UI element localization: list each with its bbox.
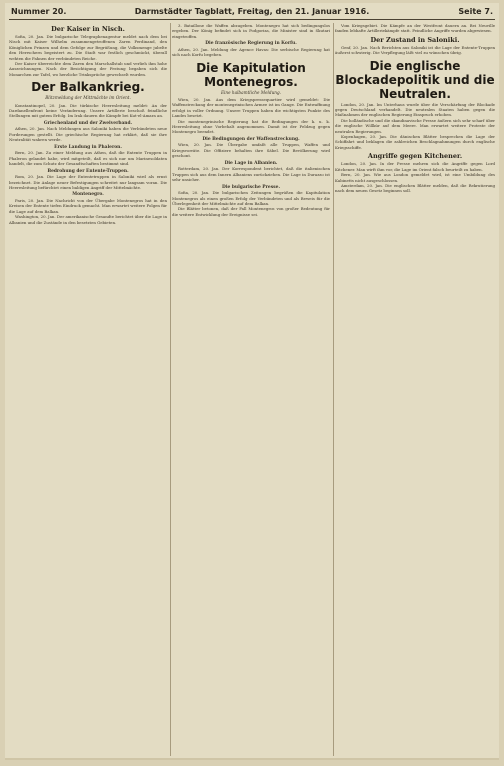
section-subtitle: Blitzmeldung der Mittmächte im Orient.	[45, 95, 131, 101]
paragraph: Der Kaiser überreichte dem Zaren den Marschallstab und verlieh ihm hohe Auszeichnungen. Nach der Besichtigung der Festung begaben sich die Monarchen zur Tafel, wo herzliche Trinksprüche gewechselt wurden.	[9, 61, 167, 77]
paragraph: Paris, 20. Jan. Die Nachricht von der Übergabe Montenegros hat in den Kreisen der Entente tiefen Eindruck gemacht. Man erwartet weitere Folgen für die Lage auf dem Balkan.	[9, 197, 167, 214]
section-title: Angriffe gegen Kitchener.	[367, 152, 463, 161]
page-edge	[5, 758, 499, 760]
article-heading: Griechenland und der Zweiverband.	[43, 120, 133, 126]
column-1	[9, 23, 167, 756]
article-heading: Bedrohung der Entente-Truppen.	[47, 168, 129, 174]
article-heading: Die bulgarische Presse.	[222, 184, 280, 190]
paragraph: Amsterdam, 20. Jan. Die englischen Blätter melden, daß die Rekrutierung nach dem neuen Gesetz beginnen soll.	[335, 182, 495, 194]
masthead	[9, 5, 495, 20]
paragraph: Rotterdam, 20. Jan. Der Korrespondent berichtet, daß die italienischen Truppen sich aus dem Innern Albaniens zurückziehen. Die Lage in Durazzo ist sehr unsicher.	[172, 166, 330, 183]
article-heading: Die französische Regierung in Korfu.	[205, 41, 297, 47]
article-heading: Erste Landung in Phaleron.	[54, 144, 122, 150]
paragraph: London, 20. Jan. Im Unterhaus wurde über die Verschärfung der Blockade gegen Deutschland verhandelt. Die neutralen Staaten haben gegen die Maßnahmen der englischen Regierung Einspruch erhoben.	[335, 101, 495, 118]
paragraph: Vom Kriegsgebiet. Die Kämpfe an der Westfront dauern an. Bei Neuville fanden lebhafte Artilleriekämpfe statt. Feindliche Angriffe wurden abgewiesen.	[335, 23, 495, 34]
paragraph: Bern, 20. Jan. Wie aus London gemeldet wird, ist eine Umbildung des Kabinetts nicht ausgeschlossen.	[335, 172, 495, 183]
paragraph: Die Blätter betonen, daß der Fall Montenegros von großer Bedeutung für die weitere Entwicklung der Ereignisse sei.	[172, 206, 330, 217]
paragraph: London, 20. Jan. In der Presse mehren sich die Angriffe gegen Lord Kitchener. Man wirft ihm vor, die Lage im Orient falsch beurteilt zu haben.	[335, 161, 495, 172]
section-title: Der Zustand in Saloniki.	[370, 35, 460, 44]
article-heading: Die Lage in Albanien.	[224, 160, 278, 166]
paragraph: Die holländische und die skandinavische Presse äußern sich sehr scharf über die englische Willkür auf dem Meere. Man erwartet weitere Proteste der neutralen Regierungen.	[335, 117, 495, 134]
section-headline: Die englische Blockadepolitik und die Neutralen.	[335, 58, 495, 101]
section-headline: Der Balkankrieg.	[31, 80, 145, 95]
paragraph: Athen, 20. Jan. Meldung der Agence Havas: Die serbische Regierung hat sich nach Korfu begeben.	[172, 46, 330, 58]
column-divider	[333, 23, 334, 756]
paragraph: Sofia, 20. Jan. Die bulgarische Telegraphenagentur meldet nach dem bei Nisch mit Kaiser Wilhelm zusammengetroffenen Zaren Ferdinand, den Königlichen Prinzen und dem Gefolge zur Begrüßung, die Volksmenge jubelte den Herrschern begeistert zu. Die Stadt war festlich geschmückt, überall wehten die Fahnen der verbündeten Reiche.	[9, 34, 167, 61]
section-subtitle: Eine halbamtliche Meldung.	[221, 89, 281, 95]
paragraph: Washington, 20. Jan. Der amerikanische Gesandte berichtet über die Lage in Albanien und die Zustände in den besetzten Gebieten.	[9, 214, 167, 225]
paragraph: Rom, 20. Jan. Die Lage der Ententetruppen in Saloniki wird als ernst bezeichnet. Die Anlage neuer Befestigungen schreitet nur langsam voran. Die Heeresleitung befürchtet einen baldigen Angriff der Mittelmächte.	[9, 174, 167, 190]
paragraph: Kopenhagen, 20. Jan. Die dänischen Blätter besprechen die Lage der Schiffahrt und beklagen die zahlreichen Beschlagnahmungen durch englische Kriegsschiffe.	[335, 134, 495, 150]
column-divider	[170, 23, 171, 756]
section-headline: Die Kapitulation Montenegros.	[196, 60, 306, 89]
newspaper-page	[5, 3, 499, 760]
page-number: Seite 7.	[458, 7, 493, 16]
paragraph: Athen, 20. Jan. Nach Meldungen aus Saloniki haben die Verbündeten neue Forderungen gestellt. Die griechische Regierung hat erklärt, daß sie ihre Neutralität wahren werde.	[9, 126, 167, 143]
paragraph: Wien, 20. Jan. Die Übergabe umfaßt alle Truppen, Waffen und Kriegsvorräte. Die Offiziere behalten ihre Säbel. Die Bevölkerung wird geschont.	[172, 142, 330, 159]
issue-number: Nummer 20.	[11, 7, 67, 16]
column-2	[172, 23, 330, 756]
paragraph: Genf, 20. Jan. Nach Berichten aus Saloniki ist die Lage der Entente-Truppen äußerst schwierig. Die Verpflegung läßt viel zu wünschen übrig.	[335, 44, 495, 56]
newspaper-title: Darmstädter Tagblatt, Freitag, den 21. Januar 1916.	[134, 7, 370, 16]
article-heading: Die Bedingungen der Waffenstreckung.	[202, 136, 300, 142]
paragraph: Sofia, 20. Jan. Die bulgarischen Zeitungen begrüßen die Kapitulation Montenegros als einen großen Erfolg der Verbündeten und als Beweis für die Überlegenheit der Mittelmächte auf dem Balkan.	[172, 190, 330, 206]
section-title: Der Kaiser in Nisch.	[51, 25, 125, 33]
paragraph: Bern, 20. Jan. Zu einer Meldung aus Athen, daß die Entente Truppen in Phaleron gelandet habe, wird mitgeteilt, daß es sich nur um Marinesoldaten handelt, die zum Schutz der Gesandtschaften bestimmt sind.	[9, 150, 167, 167]
column-3	[335, 23, 495, 756]
paragraph: Wien, 20. Jan. Aus dem Kriegspressequartier wird gemeldet: Die Waffenstreckung der montenegrinischen Armee ist im Gange. Die Entwaffnung erfolgt in voller Ordnung. Unsere Truppen haben die wichtigsten Punkte des Landes besetzt.	[172, 97, 330, 119]
paragraph: Konstantinopel, 20. Jan. Die türkische Heeresleitung meldet: An der Dardanellenfront keine Veränderung. Unsere Artillerie beschoß feindliche Stellungen mit gutem Erfolg. Im Irak dauern die Kämpfe bei Kut-el-Amara an.	[9, 102, 167, 119]
paragraph: Die montenegrinische Regierung hat die Bedingungen der k. u. k. Heeresleitung ohne Vorbehalt angenommen. Damit ist der Feldzug gegen Montenegro beendet.	[172, 118, 330, 135]
paragraph: 3. Bataillone die Waffen abzugeben. Montenegro hat sich bedingungslos ergeben. Der König befindet sich in Podgoriza, die Minister sind in Skutari eingetroffen.	[172, 23, 330, 39]
article-heading: Montenegro.	[72, 192, 104, 198]
